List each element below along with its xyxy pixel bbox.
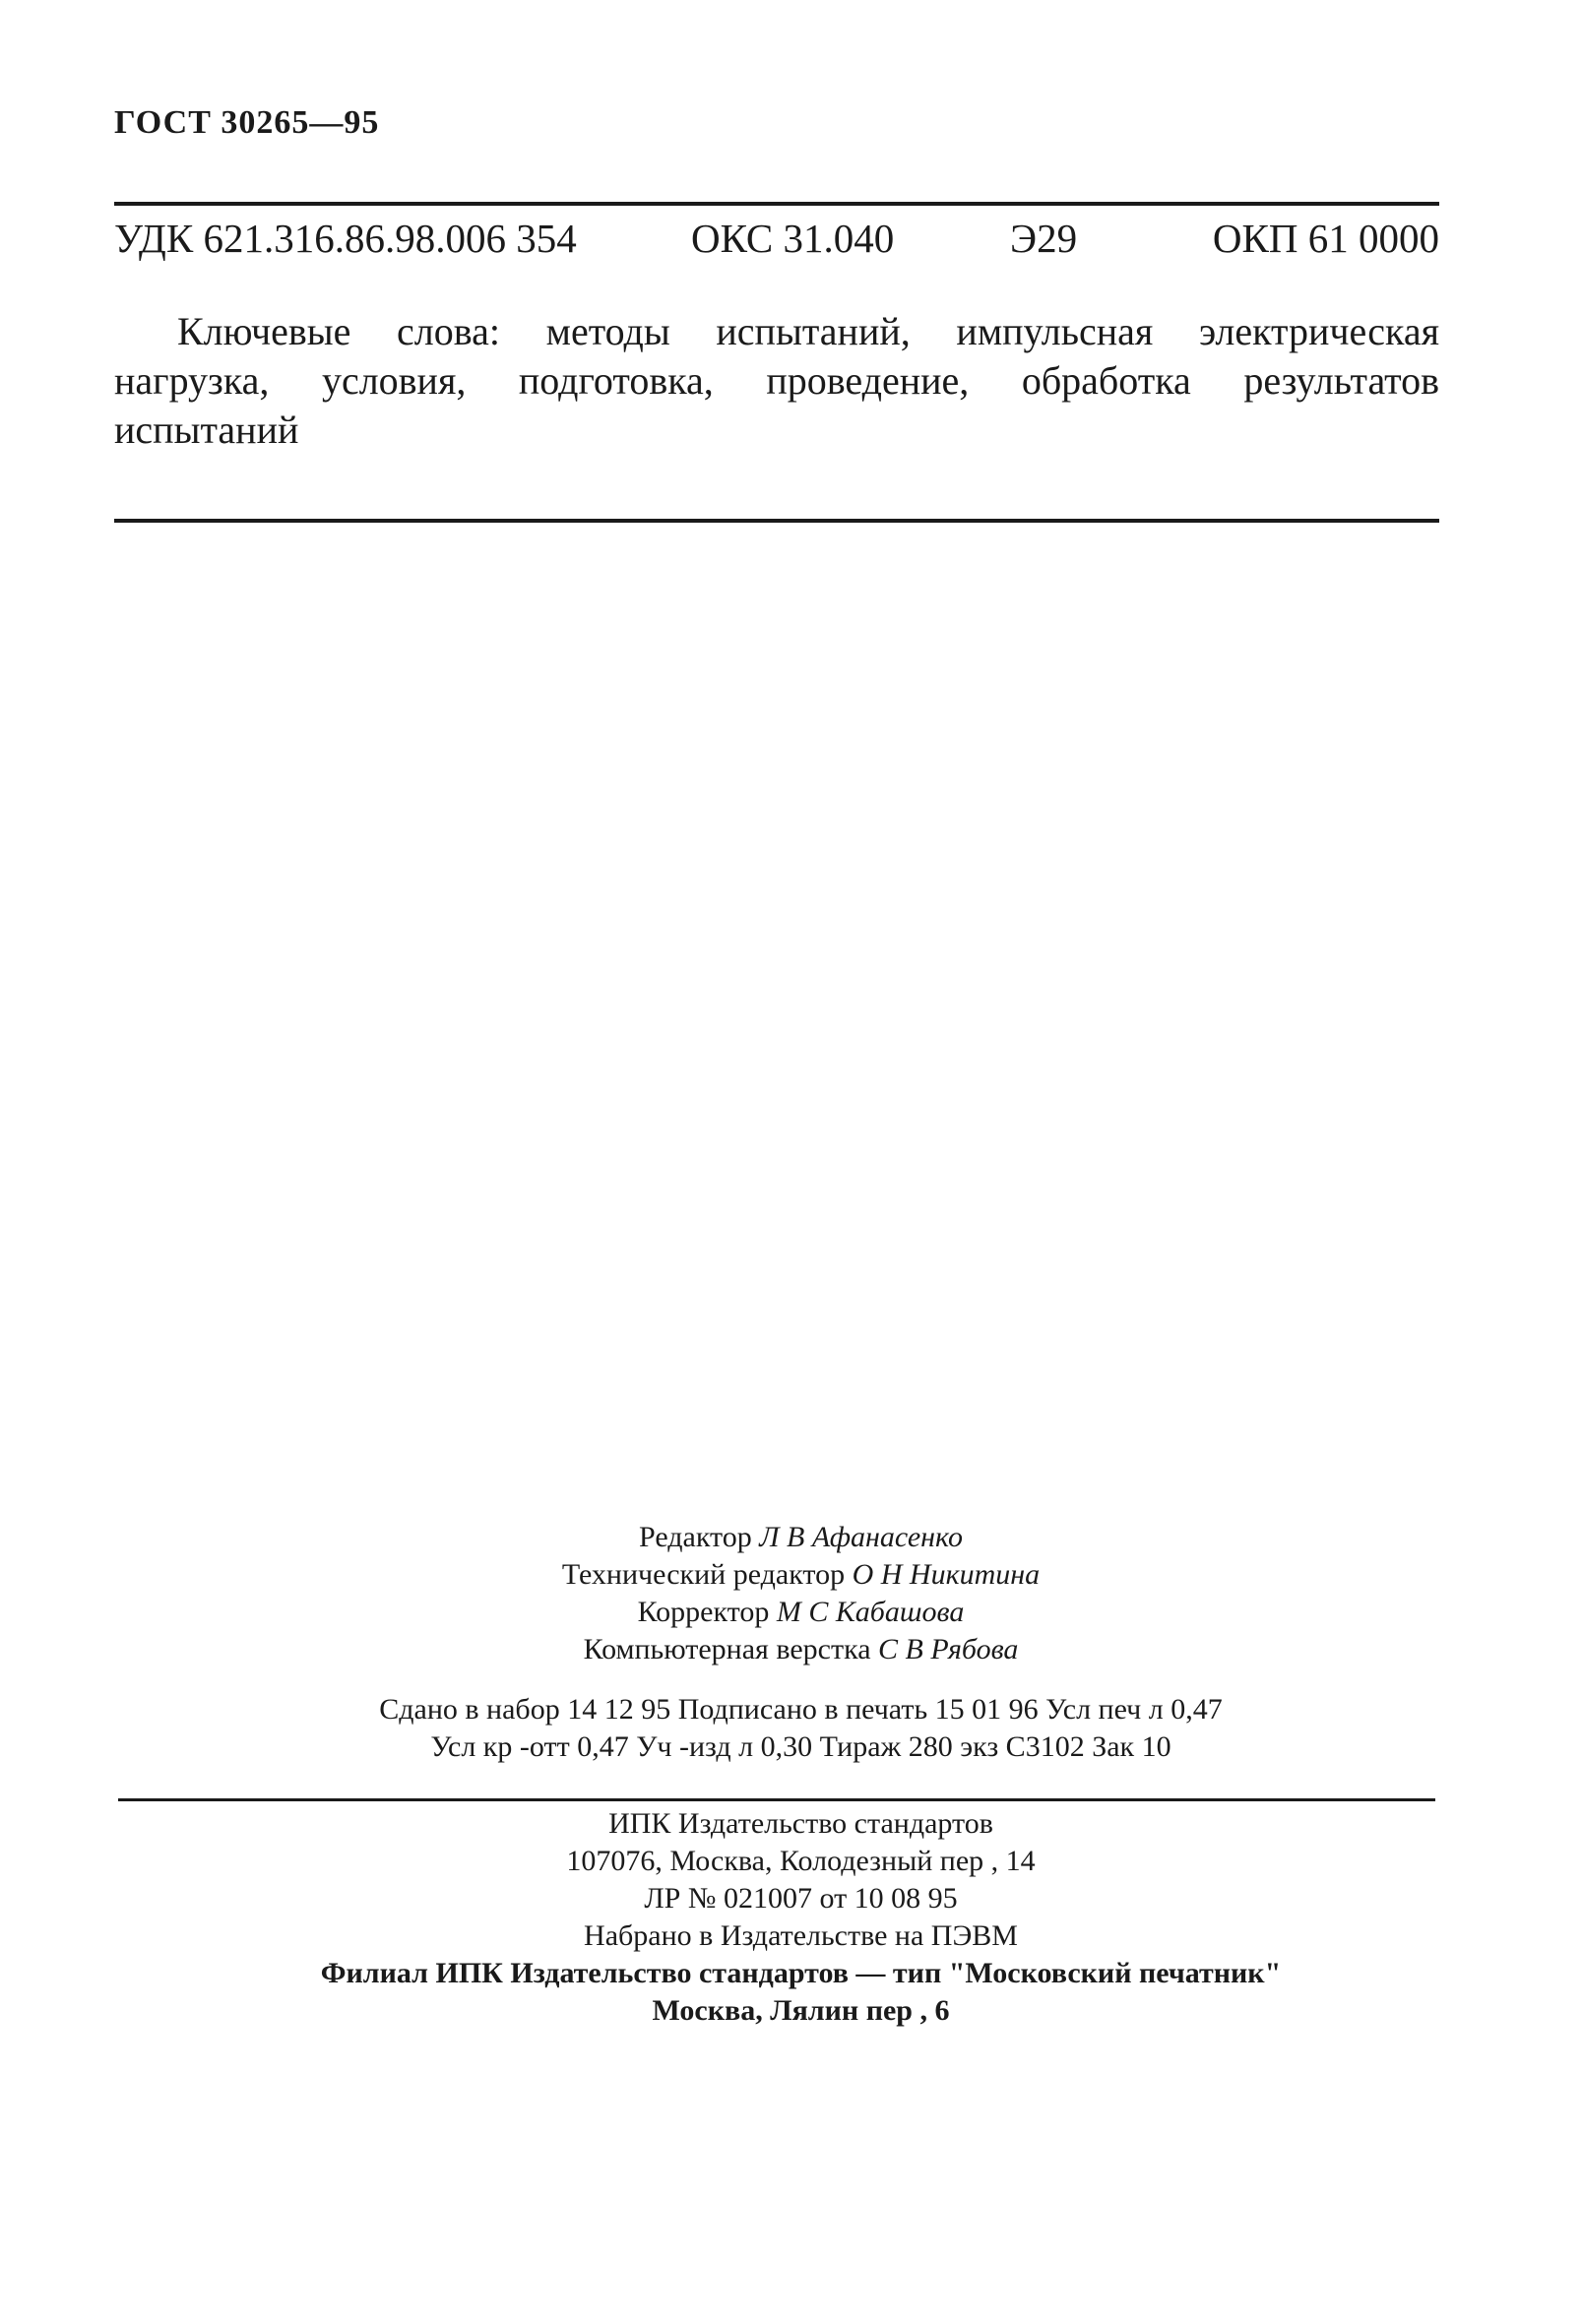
credit-role: Технический редактор bbox=[561, 1558, 846, 1591]
standard-number: ГОСТ 30265—95 bbox=[114, 104, 380, 141]
publisher-line: Набрано в Издательстве на ПЭВМ bbox=[584, 1919, 1018, 1952]
middle-divider bbox=[114, 519, 1439, 523]
oks-code: ОКС 31.040 bbox=[691, 216, 895, 261]
keywords-line: испытаний bbox=[114, 408, 299, 452]
credit-tech-editor bbox=[0, 1556, 1582, 1594]
bottom-divider bbox=[118, 1798, 1435, 1801]
keywords-paragraph bbox=[114, 307, 1439, 455]
classification-row bbox=[114, 215, 1439, 270]
credit-name: М С Кабашова bbox=[776, 1596, 965, 1628]
publisher-block bbox=[0, 1805, 1582, 2030]
publisher-line: Москва, Лялин пер , 6 bbox=[652, 1994, 950, 2027]
credit-name: С В Рябова bbox=[878, 1633, 1019, 1665]
credit-name: О Н Никитина bbox=[852, 1558, 1041, 1591]
keywords-line: нагрузка, условия, подготовка, проведение, обработка результатов bbox=[114, 358, 1439, 403]
group-code: Э29 bbox=[1010, 216, 1078, 261]
printing-info bbox=[0, 1691, 1582, 1766]
credit-name: Л В Афанасенко bbox=[759, 1521, 963, 1553]
credit-editor bbox=[0, 1519, 1582, 1556]
publisher-line: ИПК Издательство стандартов bbox=[608, 1807, 993, 1840]
credit-role: Редактор bbox=[639, 1521, 752, 1553]
keywords-line: Ключевые слова: методы испытаний, импульсная электрическая bbox=[177, 309, 1439, 353]
printing-line: Сдано в набор 14 12 95 Подписано в печать 15 01 96 Усл печ л 0,47 bbox=[379, 1693, 1223, 1726]
credit-layout bbox=[0, 1631, 1582, 1668]
printing-line: Усл кр -отт 0,47 Уч -изд л 0,30 Тираж 280 экз С3102 Зак 10 bbox=[430, 1730, 1171, 1763]
credits-block bbox=[0, 1519, 1582, 1668]
udk-code: УДК 621.316.86.98.006 354 bbox=[114, 216, 577, 261]
top-divider bbox=[114, 202, 1439, 206]
credit-role: Корректор bbox=[637, 1596, 770, 1628]
credit-corrector bbox=[0, 1594, 1582, 1631]
credit-role: Компьютерная верстка bbox=[583, 1633, 871, 1665]
publisher-line: ЛР № 021007 от 10 08 95 bbox=[644, 1882, 958, 1915]
publisher-line: 107076, Москва, Колодезный пер , 14 bbox=[566, 1845, 1036, 1877]
okp-code: ОКП 61 0000 bbox=[1212, 216, 1439, 261]
publisher-line: Филиал ИПК Издательство стандартов — тип "Московский печатник" bbox=[320, 1957, 1282, 1989]
